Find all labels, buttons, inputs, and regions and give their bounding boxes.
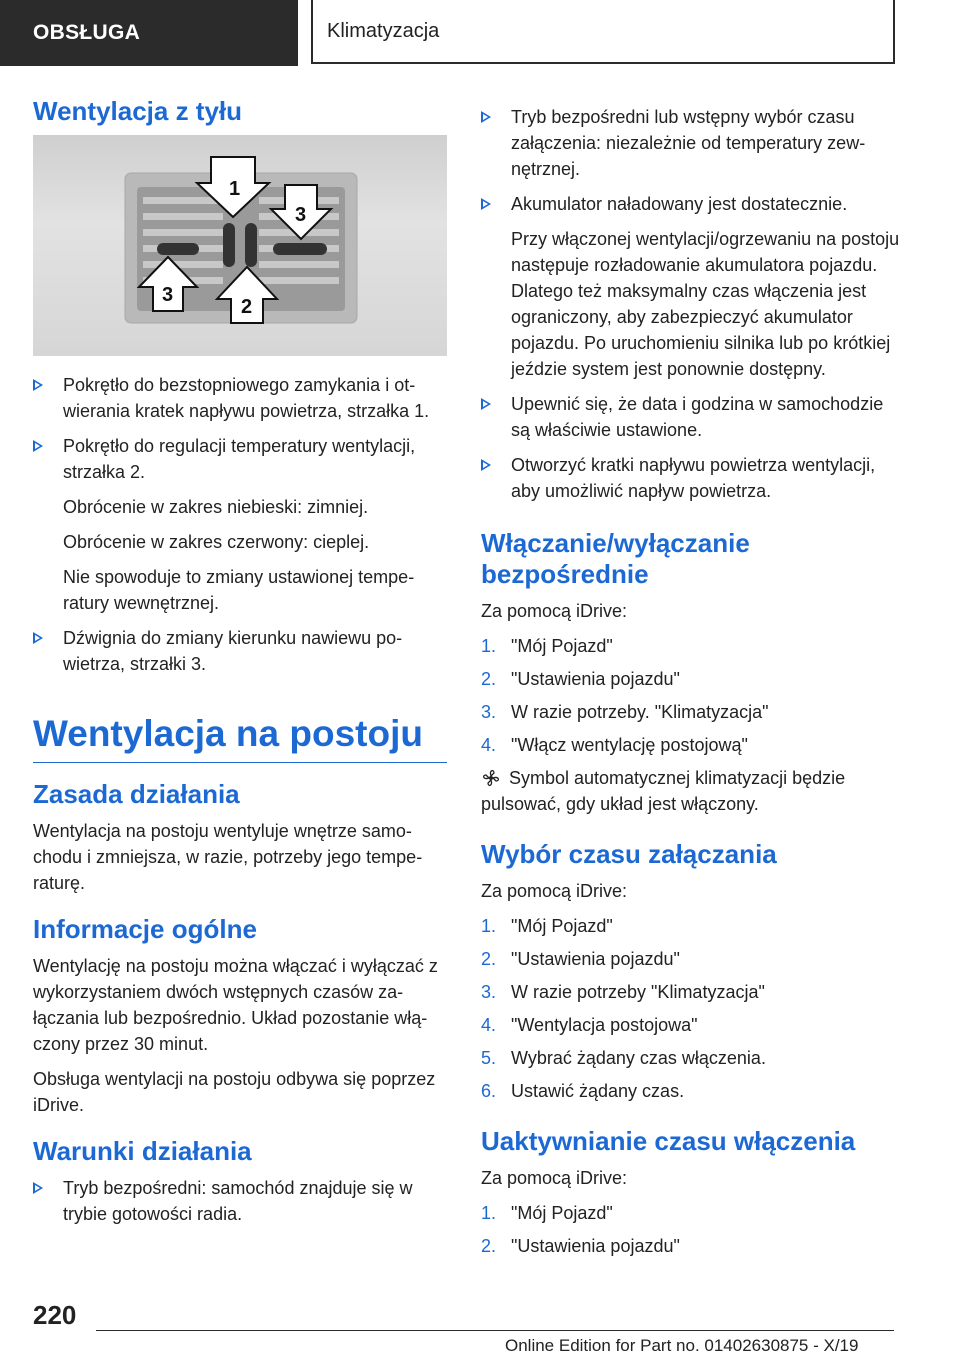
rear-bullet-3: Dźwignia do zmiany kierunku nawiewu powietrza, strzałki 3.	[33, 625, 447, 677]
idrive-intro-1: Za pomocą iDrive:	[481, 601, 628, 621]
triangle-bullet-icon	[33, 632, 43, 644]
heading-rear-ventilation: Wentylacja z tyłu	[33, 96, 243, 126]
edition-note: Online Edition for Part no. 01402630875 - X/19	[505, 1336, 859, 1355]
condition-bullet-5: Otworzyć kratki napływu powietrza wentylacji, aby umożliwić napływ powietrza.	[481, 452, 901, 504]
fan-icon	[481, 768, 501, 795]
condition-bullet-3-sub: Przy włączonej wentylacji/ogrzewaniu na postoju następuje rozładowanie akumulatora pojazdu. Dlatego też maksymalny czas włączenia jest ograniczony, aby zabezpieczyć akumulator pojazdu. Po uruchomieniu silnika lub po krótkiej jeździe system jest ponownie dostępny.	[511, 229, 900, 379]
list-item: 4. "Wentylacja postojowa"	[481, 1015, 698, 1035]
rear-vent-bullet-list	[33, 372, 447, 677]
arrow-label-1: 1	[229, 178, 241, 200]
condition-bullet-2: Tryb bezpośredni lub wstępny wybór czasu załączenia: niezależnie od temperatury zewnętrznej.	[481, 104, 901, 182]
rear-bullet-1: Pokrętło do bezstopniowego zamykania i otwierania kratek napływu powietrza, strzałka 1.	[33, 372, 447, 424]
direct-steps-list	[481, 633, 901, 758]
heading-activate-time: Uaktywnianie czasu włączenia	[481, 1126, 856, 1156]
right-column	[481, 104, 901, 1266]
triangle-bullet-icon	[481, 398, 491, 410]
triangle-bullet-icon	[33, 1182, 43, 1194]
arrow-label-2: 2	[241, 296, 253, 318]
idrive-intro-3: Za pomocą iDrive:	[481, 1168, 628, 1188]
page-number: 220	[33, 1300, 77, 1330]
triangle-bullet-icon	[33, 440, 43, 452]
list-item: 2. "Ustawienia pojazdu"	[481, 1236, 680, 1256]
footer-divider	[96, 1330, 894, 1331]
list-item: 3. W razie potrzeby "Klimatyzacja"	[481, 982, 765, 1002]
rear-vent-illustration	[33, 135, 447, 356]
rear-bullet-2-sub-2: Obrócenie w zakres czerwony: cieplej.	[63, 532, 370, 552]
list-item: 1. "Mój Pojazd"	[481, 636, 613, 656]
heading-principle: Zasada działania	[33, 779, 240, 809]
rear-bullet-2-sub-1: Obrócenie w zakres niebieski: zimniej.	[63, 497, 369, 517]
section-tab: OBSŁUGA	[0, 0, 298, 66]
heading-parking-ventilation: Wentylacja na postoju	[33, 712, 447, 763]
triangle-bullet-icon	[33, 379, 43, 391]
list-item: 1. "Mój Pojazd"	[481, 916, 613, 936]
chapter-title: Klimatyzacja	[311, 0, 895, 64]
idrive-intro-2: Za pomocą iDrive:	[481, 881, 628, 901]
activate-steps-list	[481, 1200, 901, 1259]
general-paragraph-1: Wentylację na postoju można włączać i wyłączać z wykorzystaniem dwóch wstępnych czasów załączania lub bezpośrednio. Układ pozostanie włączony przez 30 minut.	[33, 956, 438, 1054]
list-item: 5. Wybrać żądany czas włączenia.	[481, 1048, 766, 1068]
left-column	[33, 96, 447, 1236]
heading-conditions: Warunki działania	[33, 1136, 252, 1166]
rear-vent-photo	[33, 135, 447, 356]
list-item: 4. "Włącz wentylację postojową"	[481, 735, 748, 755]
triangle-bullet-icon	[481, 459, 491, 471]
symbol-paragraph: Symbol automatycznej klimatyzacji będzie pulsować, gdy układ jest włączony.	[481, 768, 846, 814]
list-item: 3. W razie potrzeby. "Klimatyzacja"	[481, 702, 769, 722]
list-item: 6. Ustawić żądany czas.	[481, 1081, 685, 1101]
condition-bullet-1: Tryb bezpośredni: samochód znajduje się w trybie gotowości radia.	[33, 1175, 447, 1227]
rear-bullet-2: Pokrętło do regulacji temperatury wentylacji, strzałka 2.	[33, 433, 447, 485]
condition-bullet-3: Akumulator naładowany jest dostatecznie.	[481, 191, 901, 217]
condition-bullet-4: Upewnić się, że data i godzina w samochodzie są właściwie ustawione.	[481, 391, 901, 443]
heading-general-info: Informacje ogólne	[33, 914, 257, 944]
general-paragraph-2: Obsługa wentylacji na postoju odbywa się poprzez iDrive.	[33, 1069, 436, 1115]
triangle-bullet-icon	[481, 111, 491, 123]
list-item: 2. "Ustawienia pojazdu"	[481, 669, 680, 689]
heading-select-time: Wybór czasu załączania	[481, 839, 777, 869]
heading-direct-switch: Włączanie/wyłączanie bezpośrednie	[481, 528, 750, 589]
page-header	[0, 0, 960, 66]
arrow-label-3-right: 3	[295, 204, 307, 226]
list-item: 1. "Mój Pojazd"	[481, 1203, 613, 1223]
symbol-note	[481, 765, 901, 817]
rear-bullet-2-sub-3: Nie spowoduje to zmiany ustawionej temperatury wewnętrznej.	[63, 567, 415, 613]
select-steps-list	[481, 913, 901, 1104]
arrow-label-3-left: 3	[162, 284, 174, 306]
triangle-bullet-icon	[481, 198, 491, 210]
list-item: 2. "Ustawienia pojazdu"	[481, 949, 680, 969]
principle-paragraph: Wentylacja na postoju wentyluje wnętrze samochodu i zmniejsza, w razie, potrzeby jego temperaturę.	[33, 821, 423, 893]
